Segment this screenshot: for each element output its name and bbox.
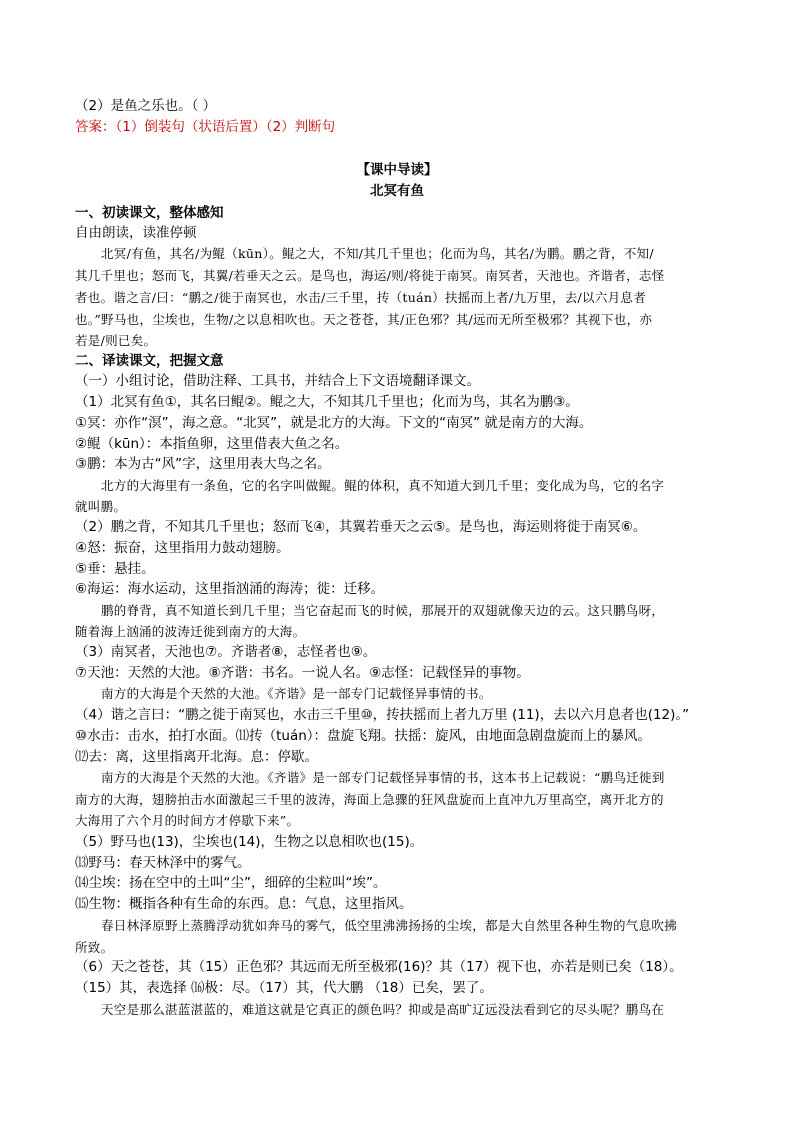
sentence-1: （1）北冥有鱼①，其名曰鲲②。鲲之大，不知其几千里也；化而为鸟，其名为鹏③。 <box>75 394 579 410</box>
sentence-2: （2）鹏之背，不知其几千里也；怒而飞④，其翼若垂天之云⑤。是鸟也，海运则将徙于南冥⑥。 <box>75 519 647 535</box>
part2-heading: 二、译读课文，把握文意 <box>75 353 224 369</box>
part1-heading: 一、初读课文，整体感知 <box>75 205 224 221</box>
translation-line: 北方的大海里有一条鱼，它的名字叫做鲲。鲲的体积，真不知道大到几千里；变化成为鸟，它的名字 <box>101 478 665 493</box>
note-line: ⒂生物：概指各种有生命的东西。息：气息，这里指风。 <box>75 896 413 912</box>
passage-line: 其几千里也；怒而飞，其翼/若垂天之云。是鸟也，海运/则/将徙于南冥。南冥者，天池也。齐谐者，志怪 <box>75 268 665 283</box>
passage-line: 也。”野马也，尘埃也，生物/之以息相吹也。天之苍苍，其/正色邪？其/远而无所至极邪？其视下也，亦 <box>75 312 653 327</box>
passage-line: 若是/则已矣。 <box>75 333 157 348</box>
note-line: ⒀野马：春天林泽中的雾气。 <box>75 855 251 871</box>
translation-line: 南方的大海，翅膀拍击水面激起三千里的波涛，海面上急骤的狂风盘旋而上直冲九万里高空，离开北方的 <box>75 792 664 807</box>
translation-line: 就叫鹏。 <box>75 499 127 514</box>
sentence-4: （4）谐之言曰：“鹏之徙于南冥也，水击三千里⑩，抟扶摇而上者九万里 (11)，去以六月息者也(12)。” <box>75 707 690 723</box>
sentence-5: （5）野马也(13)，尘埃也(14)，生物之以息相吹也(15)。 <box>75 834 424 850</box>
note-line: ②鲲（kūn）：本指鱼卵，这里借表大鱼之名。 <box>75 436 349 452</box>
translation-line: 春日林泽原野上蒸腾浮动犹如奔马的雾气，低空里沸沸扬扬的尘埃，都是大自然里各种生物的气息吹拂 <box>101 918 678 933</box>
note-line: ③鹏：本为古“风”字，这里用表大鸟之名。 <box>75 456 331 472</box>
translation-line: 随着海上汹涌的波涛迁徙到南方的大海。 <box>75 624 306 639</box>
section-title: 【课中导读】 <box>356 162 438 178</box>
note-line: ④怒：振奋，这里指用力鼓动翅膀。 <box>75 540 290 556</box>
translation-line: 鹏的脊背，真不知道长到几千里；当它奋起而飞的时候，那展开的双翅就像天边的云。这只鹏鸟呀， <box>101 603 665 618</box>
note-line: ①冥：亦作“溟”，海之意。“北冥”，就是北方的大海。下文的“南冥” 就是南方的大海。 <box>75 415 593 431</box>
answer-line: 答案：（1）倒装句（状语后置）（2）判断句 <box>75 119 336 135</box>
note-line: ⒁尘埃：扬在空中的土叫“尘”，细碎的尘粒叫“埃”。 <box>75 875 387 891</box>
note-line: ⑥海运：海水运动，这里指汹涌的海涛；徙：迁移。 <box>75 581 385 597</box>
note-line: ⑿去：离，这里指离开北海。息：停歇。 <box>75 749 318 765</box>
translation-line: 天空是那么湛蓝湛蓝的，难道这就是它真正的颜色吗？抑或是高旷辽远没法看到它的尽头呢？鹏鸟在 <box>101 1002 665 1017</box>
note-line: ⑦天池：天然的大池。⑧齐谐：书名。一说人名。⑨志怪：记载怪异的事物。 <box>75 665 530 681</box>
question-2: （2）是鱼之乐也。（ ） <box>75 98 217 114</box>
note-line: ⑤垂：悬挂。 <box>75 561 155 577</box>
passage-line: 者也。谐之言/曰：“鹏之/徙于南冥也，水击/三千里，抟（tuán）扶摇而上者/九万里，去/以六月息者 <box>75 290 647 305</box>
translation-line: 大海用了六个月的时间方才停歇下来”。 <box>75 813 300 828</box>
section-subtitle: 北冥有鱼 <box>370 183 424 199</box>
note-line: ⑩水击：击水，拍打水面。⑾抟（tuán）：盘旋飞翔。扶摇：旋风，由地面急剧盘旋而上的暴风。 <box>75 728 652 744</box>
passage-line: 北冥/有鱼，其名/为鲲（kūn）。鲲之大，不知/其几千里也；化而为鸟，其名/为鹏。鹏之背，不知/ <box>101 246 654 261</box>
part2-intro: （一）小组讨论，借助注释、工具书，并结合上下文语境翻译课文。 <box>75 373 480 389</box>
sentence-6: （6）天之苍苍，其（15）正色邪？其远而无所至极邪(16)？其（17）视下也，亦若是则已矣（18）。 <box>75 959 683 975</box>
note-line: （15）其，表选择 ⒃极：尽。（17）其，代大鹏 （18）已矣，罢了。 <box>75 980 493 996</box>
sentence-3: （3）南冥者，天池也⑦。齐谐者⑧，志怪者也⑨。 <box>75 644 377 660</box>
translation-line: 所致。 <box>75 940 114 955</box>
part1-instruction: 自由朗读，读准停顿 <box>75 225 197 241</box>
translation-line: 南方的大海是个天然的大池。《齐谐》是一部专门记载怪异事情的书，这本书上记载说：“鹏鸟迁徙到 <box>101 770 665 785</box>
translation-line: 南方的大海是个天然的大池。《齐谐》是一部专门记载怪异事情的书。 <box>101 686 492 701</box>
